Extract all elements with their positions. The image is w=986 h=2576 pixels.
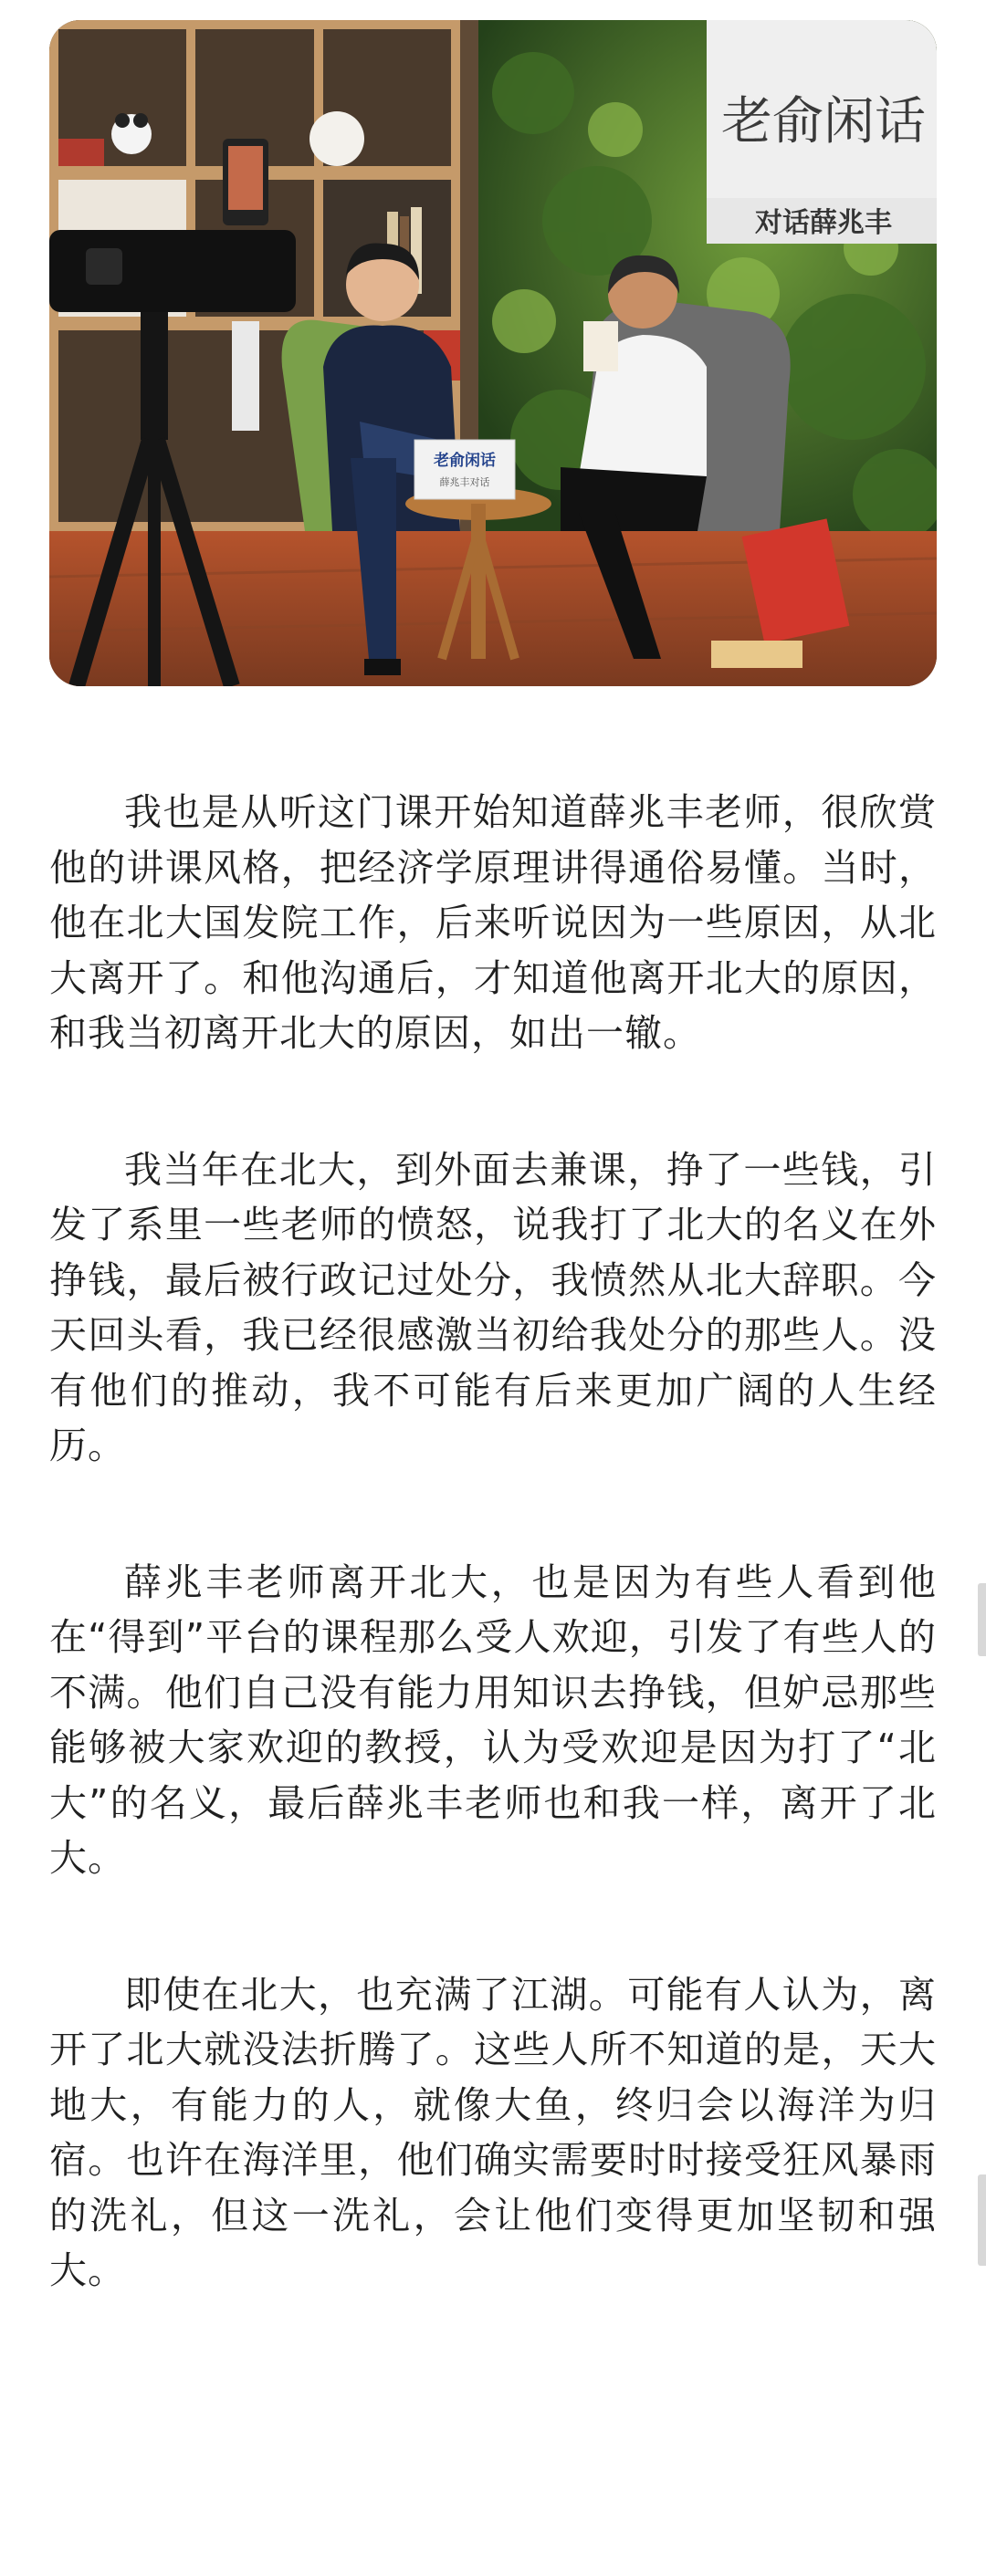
scroll-indicator (978, 2174, 986, 2266)
table-sign-title: 老俞闲话 (434, 452, 496, 470)
article-paragraph: 即使在北大，也充满了江湖。可能有人认为，离开了北大就没法折腾了。这些人所不知道的是，天大地大，有能力的人，就像大鱼，终归会以海洋为归宿。也许在海洋里，他们确实需要时时接受狂风暴雨的洗礼，但这一洗礼，会让他们变得更加坚韧和强大。 (49, 1972, 937, 2292)
article-paragraph: 薛兆丰老师离开北大，也是因为有些人看到他在“得到”平台的课程那么受人欢迎，引发了有些人的不满。他们自己没有能力用知识去挣钱，但妒忌那些能够被大家欢迎的教授，认为受欢迎是因为打了“北大”的名义，最后薛兆丰老师也和我一样，离开了北大。 (49, 1559, 937, 1880)
show-sign (707, 20, 937, 244)
table-sign-subtitle: 薛兆丰对话 (439, 476, 490, 488)
scroll-indicator (978, 1583, 986, 1656)
article-paragraph: 我也是从听这门课开始知道薛兆丰老师，很欣赏他的讲课风格，把经济学原理讲得通俗易懂。当时，他在北大国发院工作，后来听说因为一些原因，从北大离开了。和他沟通后，才知道他离开北大的原因，和我当初离开北大的原因，如出一辙。 (49, 790, 937, 1055)
interview-photo (49, 20, 937, 686)
sign-title: 老俞闲话 (721, 92, 926, 151)
article-body (49, 710, 937, 2299)
lamp (583, 321, 618, 371)
article-paragraph: 我当年在北大，到外面去兼课，挣了一些钱，引发了系里一些老师的愤怒，说我打了北大的名义在外挣钱，最后被行政记过处分，我愤然从北大辞职。今天回头看，我已经很感激当初给我处分的那些人。没有他们的推动，我不可能有后来更加广阔的人生经历。 (49, 1147, 937, 1467)
sign-subtitle: 对话薛兆丰 (755, 207, 892, 239)
